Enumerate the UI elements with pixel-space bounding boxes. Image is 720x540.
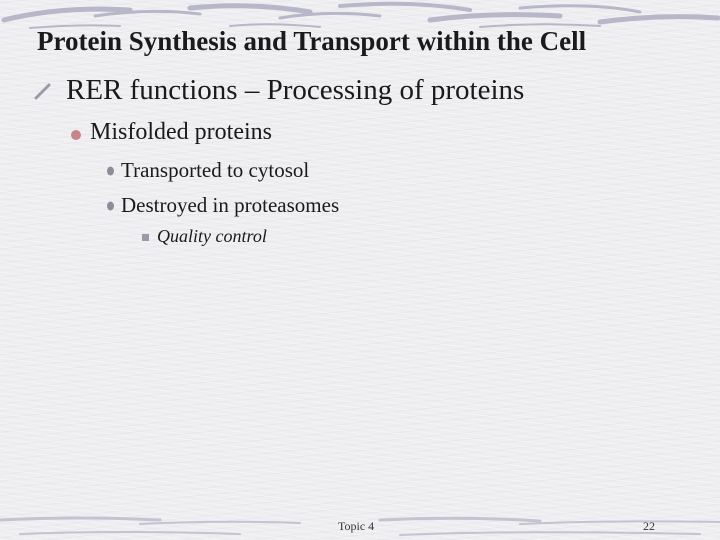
square-bullet-icon bbox=[141, 233, 150, 242]
bullet-level3-item: Destroyed in proteasomes bbox=[121, 193, 340, 217]
stroke-bullet-icon bbox=[34, 82, 52, 100]
bullet-level1: RER functions – Processing of proteins bbox=[66, 74, 525, 106]
bullet-level3-item: Transported to cytosol bbox=[121, 158, 310, 182]
dot-bullet-icon bbox=[106, 201, 115, 211]
page-number: 22 bbox=[643, 519, 655, 533]
dot-bullet-icon bbox=[106, 166, 115, 176]
circle-bullet-icon bbox=[70, 129, 82, 141]
bullet-level2: Misfolded proteins bbox=[90, 119, 272, 145]
bullet-level4: Quality control bbox=[157, 226, 267, 246]
slide-title: Protein Synthesis and Transport within the Cell bbox=[37, 26, 587, 56]
footer-topic: Topic 4 bbox=[338, 519, 375, 533]
